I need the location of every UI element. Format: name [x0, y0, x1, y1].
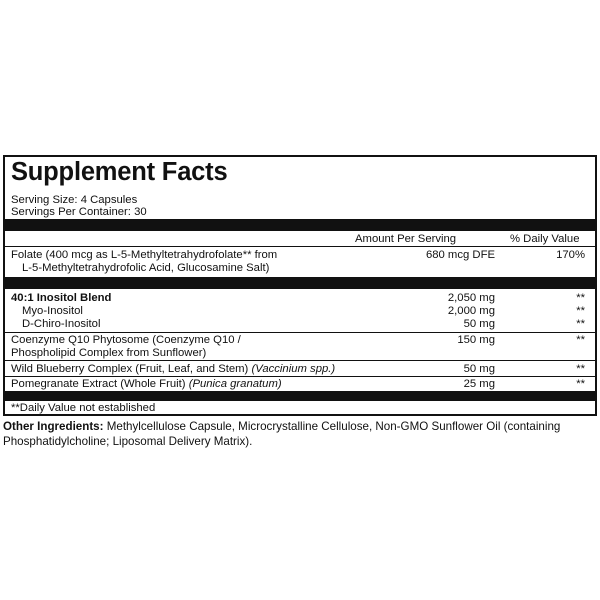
folate-amount: 680 mcg DFE [425, 249, 495, 261]
thin-divider [5, 376, 595, 377]
folate-name-line2: L-5-Methyltetrahydrofolic Acid, Glucosamine Salt) [22, 262, 270, 274]
coq10-name-line1: Coenzyme Q10 Phytosome (Coenzyme Q10 / [11, 334, 241, 346]
blueberry-amount: 50 mg [463, 363, 495, 375]
coq10-amount: 150 mg [457, 334, 495, 346]
pomegranate-daily-value: ** [576, 378, 585, 390]
pomegranate-name-text: Pomegranate Extract (Whole Fruit) [11, 378, 189, 390]
blueberry-daily-value: ** [576, 363, 585, 375]
myo-inositol-name: Myo-Inositol [22, 305, 83, 317]
thick-divider [5, 277, 595, 289]
myo-inositol-daily-value: ** [576, 305, 585, 317]
thin-divider [5, 332, 595, 333]
pomegranate-name [11, 378, 282, 391]
d-chiro-inositol-name: D-Chiro-Inositol [22, 318, 101, 330]
blueberry-name-text: Wild Blueberry Complex (Fruit, Leaf, and Stem) [11, 363, 252, 375]
coq10-daily-value: ** [576, 334, 585, 346]
pomegranate-latin-name: (Punica granatum) [188, 378, 282, 390]
thin-divider [5, 360, 595, 361]
daily-value-header: % Daily Value [510, 233, 580, 245]
d-chiro-inositol-amount: 50 mg [463, 318, 495, 330]
serving-size: Serving Size: 4 Capsules [11, 194, 138, 206]
supplement-facts-panel [3, 155, 597, 416]
myo-inositol-amount: 2,000 mg [447, 305, 495, 317]
other-ingredients-label: Other Ingredients: [3, 420, 104, 433]
blueberry-latin-name: (Vaccinium spp.) [251, 363, 336, 375]
folate-daily-value: 170% [556, 249, 585, 261]
inositol-blend-daily-value: ** [576, 292, 585, 304]
blueberry-name [11, 363, 335, 376]
thick-divider [5, 391, 595, 401]
thin-divider [5, 246, 595, 247]
footnote: **Daily Value not established [11, 402, 156, 414]
panel-title: Supplement Facts [11, 158, 228, 186]
coq10-name-line2: Phospholipid Complex from Sunflower) [11, 347, 207, 359]
inositol-blend-name: 40:1 Inositol Blend [11, 292, 112, 304]
d-chiro-inositol-daily-value: ** [576, 318, 585, 330]
thick-divider [5, 219, 595, 231]
pomegranate-amount: 25 mg [463, 378, 495, 390]
servings-per-container: Servings Per Container: 30 [11, 206, 147, 218]
amount-per-serving-header: Amount Per Serving [355, 233, 457, 245]
other-ingredients [3, 420, 597, 449]
folate-name-line1: Folate (400 mcg as L-5-Methyltetrahydrofolate** from [11, 249, 278, 261]
other-ingredients-text: Methylcellulose Capsule, Microcrystalline Cellulose, Non-GMO Sunflower Oil (containing Phosphatidylcholine; Liposomal Delivery Matrix). [3, 420, 561, 448]
inositol-blend-amount: 2,050 mg [447, 292, 495, 304]
